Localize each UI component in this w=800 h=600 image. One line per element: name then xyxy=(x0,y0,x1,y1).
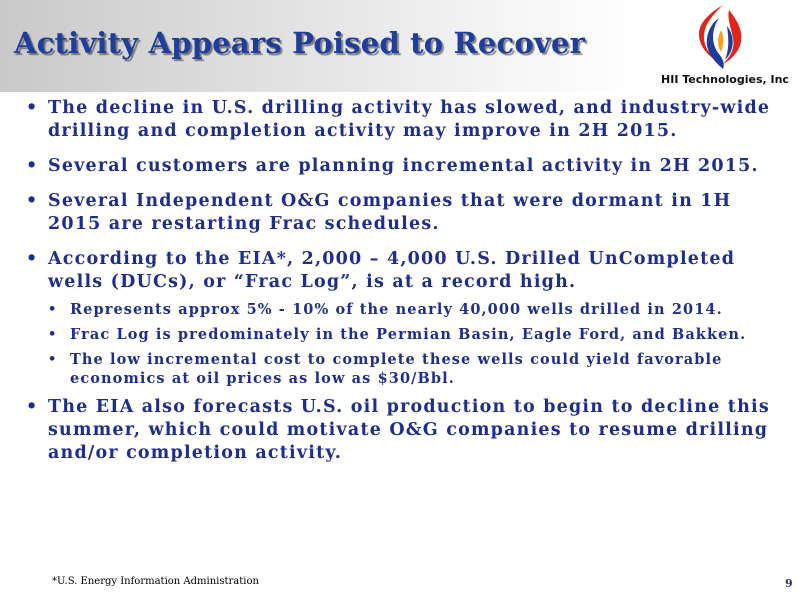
bullet-item xyxy=(26,396,786,465)
bullet-marker: • xyxy=(26,249,39,269)
bullet-marker: • xyxy=(26,156,39,176)
sub-bullet-item xyxy=(48,300,786,319)
sub-bullet-text: Represents approx 5% - 10% of the nearly 40,000 wells drilled in 2014. xyxy=(70,301,723,318)
bullet-text: The decline in U.S. drilling activity has slowed, and industry-wide drilling and completion activity may improve in 2H 2015. xyxy=(48,98,771,141)
sub-bullet-marker: • xyxy=(48,327,58,342)
sub-bullet-marker: • xyxy=(48,302,58,317)
footnote: *U.S. Energy Information Administration xyxy=(52,576,259,587)
bullet-text: The EIA also forecasts U.S. oil production to begin to decline this summer, which could motivate O&G companies to resume drilling and/or completion activity. xyxy=(48,397,770,463)
sub-bullet-text: The low incremental cost to complete these wells could yield favorable economics at oil prices as low as $30/Bbl. xyxy=(70,351,723,387)
flame-logo-icon xyxy=(693,4,749,70)
bullet-item xyxy=(26,248,786,294)
bullet-text: Several customers are planning incremental activity in 2H 2015. xyxy=(48,156,759,176)
sub-bullet-list xyxy=(26,300,786,388)
bullet-marker: • xyxy=(26,191,39,211)
slide-body xyxy=(26,97,786,477)
sub-bullet-marker: • xyxy=(48,352,58,367)
bullet-marker: • xyxy=(26,98,39,118)
bullet-text: According to the EIA*, 2,000 – 4,000 U.S. Drilled UnCompleted wells (DUCs), or “Frac Log”, is at a record high. xyxy=(48,249,736,292)
sub-bullet-item xyxy=(48,350,786,388)
bullet-text: Several Independent O&G companies that were dormant in 1H 2015 are restarting Frac schedules. xyxy=(48,191,732,234)
bullet-marker: • xyxy=(26,397,39,417)
sub-bullet-text: Frac Log is predominately in the Permian Basin, Eagle Ford, and Bakken. xyxy=(70,326,747,343)
page-number: 9 xyxy=(785,577,793,590)
bullet-item xyxy=(26,97,786,143)
company-logo xyxy=(650,4,800,96)
bullet-item xyxy=(26,190,786,236)
company-name: HII Technologies, Inc xyxy=(661,73,789,86)
slide-title: Activity Appears Poised to Recover xyxy=(14,26,586,60)
bullet-item xyxy=(26,155,786,178)
sub-bullet-item xyxy=(48,325,786,344)
